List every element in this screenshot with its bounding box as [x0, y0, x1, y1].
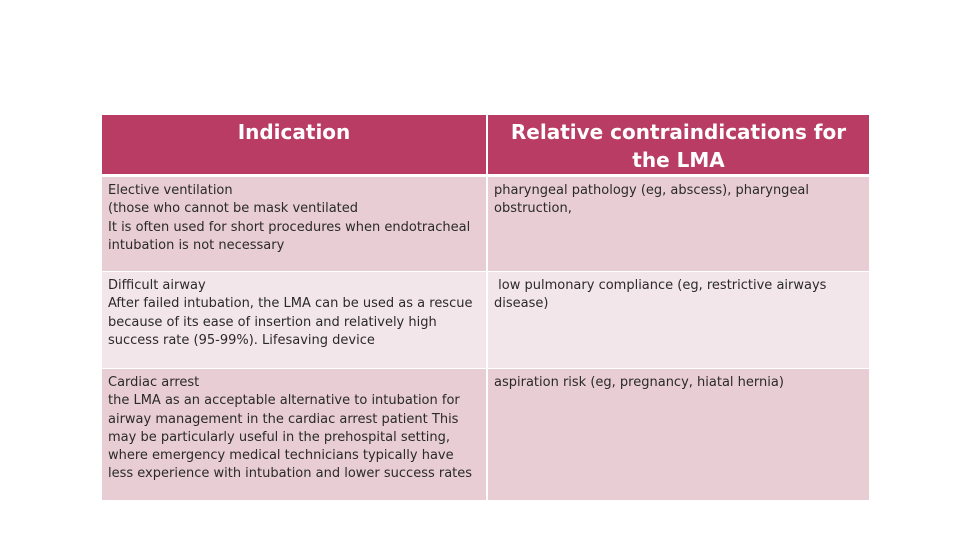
header-contraindications: Relative contraindications for the LMA — [487, 115, 869, 176]
table-row — [102, 176, 869, 272]
contraindication-cell: aspiration risk (eg, pregnancy, hiatal hernia) — [487, 369, 869, 501]
indication-cell — [102, 369, 487, 501]
indication-line: It is often used for short procedures when endotracheal intubation is not necessary — [108, 219, 471, 253]
table-header-row — [102, 115, 869, 176]
indication-line: After failed intubation, the LMA can be used as a rescue because of its ease of insertion and relatively high success rate (95-99%). Lifesaving device — [108, 296, 473, 348]
indication-title: Difficult airway — [108, 278, 206, 293]
indication-line: (those who cannot be mask ventilated — [108, 201, 359, 217]
indication-title: Cardiac arrest — [108, 375, 200, 390]
indication-title: Elective ventilation — [108, 183, 233, 198]
lma-table — [102, 115, 869, 501]
header-indication: Indication — [102, 115, 487, 176]
indication-cell — [102, 176, 487, 272]
contraindication-cell: pharyngeal pathology (eg, abscess), pharyngeal obstruction, — [487, 176, 869, 272]
indication-cell — [102, 272, 487, 369]
indication-line: the LMA as an acceptable alternative to intubation for airway management in the cardiac arrest patient This may be particularly useful in the prehospital setting, where emergency medical technicians typically have less experience with intubation and lower success rates — [108, 393, 473, 482]
table-row — [102, 272, 869, 369]
table-row — [102, 369, 869, 501]
contraindication-cell: low pulmonary compliance (eg, restrictive airways disease) — [487, 272, 869, 369]
